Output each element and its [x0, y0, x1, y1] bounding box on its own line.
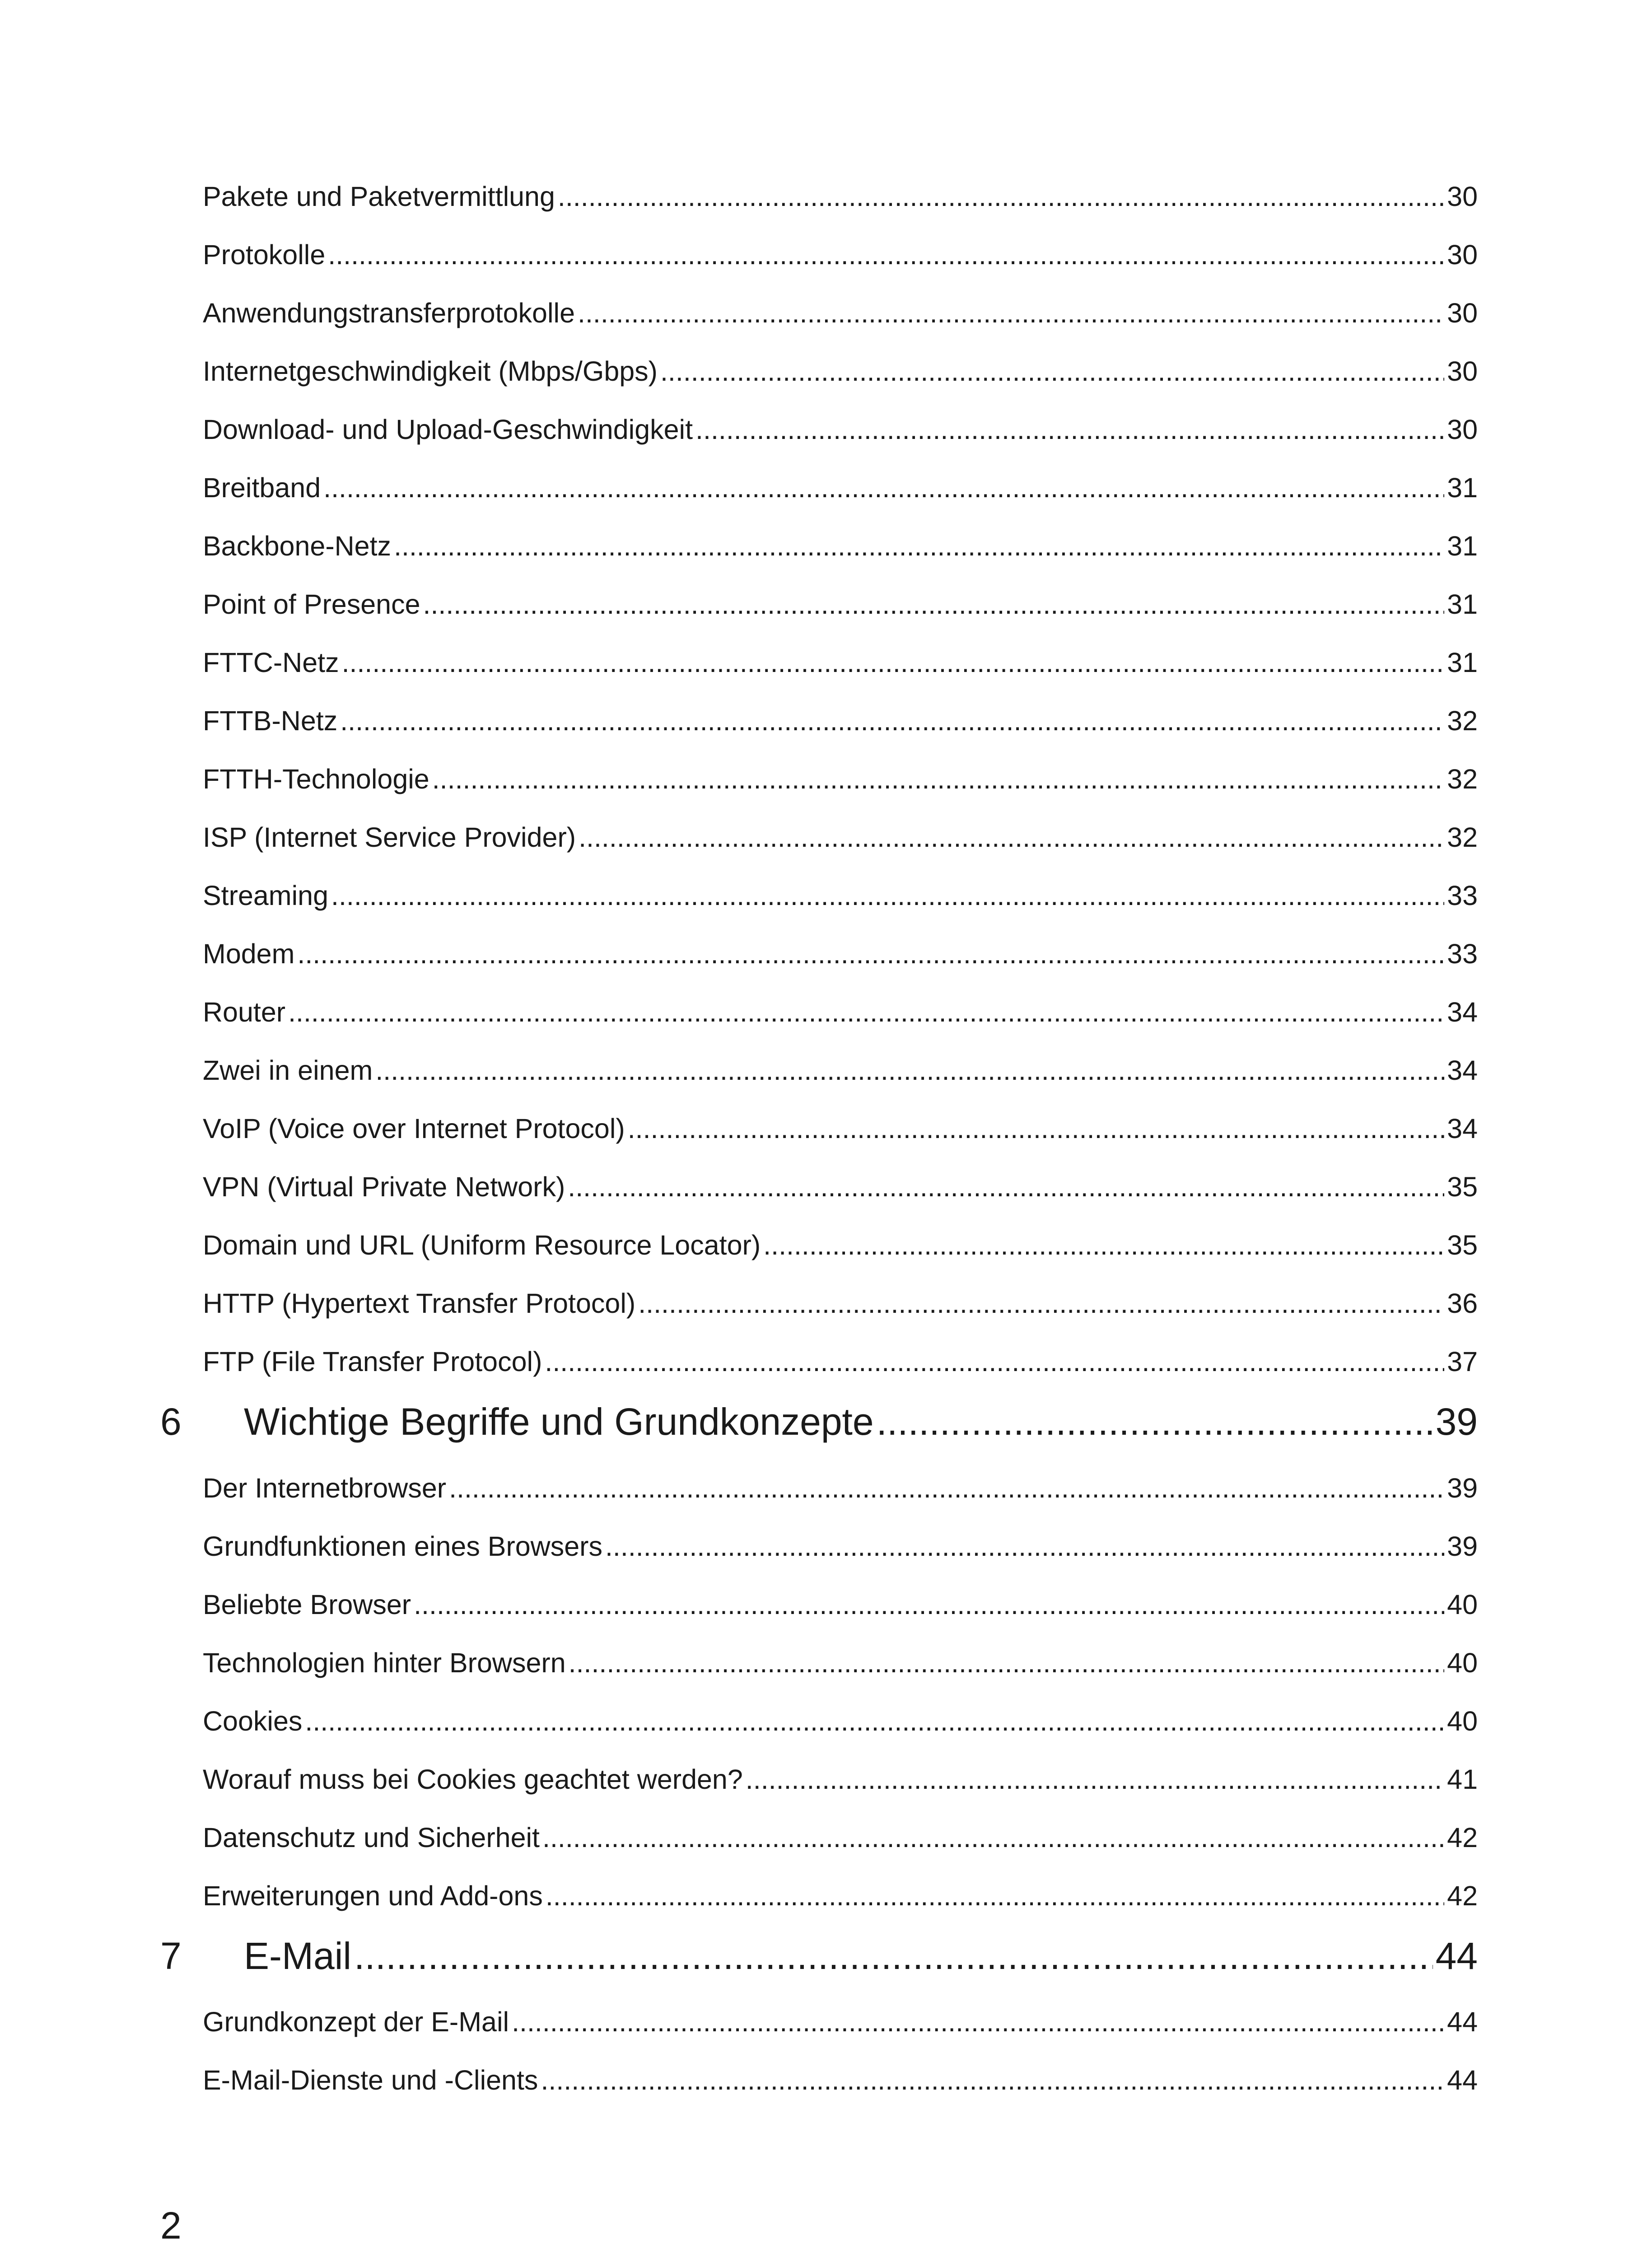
toc-entry-page: 37 — [1447, 1346, 1478, 1377]
toc-entry[interactable] — [203, 763, 1478, 799]
toc-entry[interactable] — [203, 181, 1478, 217]
toc-entry-page: 35 — [1447, 1230, 1478, 1260]
toc-dot-leader — [546, 1880, 1444, 1912]
toc-entry-page: 40 — [1447, 1706, 1478, 1736]
toc-entry[interactable] — [203, 647, 1478, 683]
toc-entry-label: HTTP (Hypertext Transfer Protocol) — [203, 1288, 636, 1319]
toc-dot-leader — [340, 705, 1444, 737]
toc-entry-page: 31 — [1447, 647, 1478, 678]
toc-entry-label: Zwei in einem — [203, 1055, 373, 1086]
toc-entry[interactable] — [203, 1530, 1478, 1567]
toc-entry-label: FTP (File Transfer Protocol) — [203, 1346, 542, 1377]
toc-entry[interactable] — [203, 297, 1478, 333]
toc-dot-leader — [763, 1229, 1444, 1261]
toc-entry-label: Router — [203, 997, 286, 1027]
toc-entry-page: 39 — [1447, 1473, 1478, 1503]
toc-dot-leader — [628, 1113, 1444, 1144]
toc-entry-label: FTTC-Netz — [203, 647, 339, 678]
toc-entry[interactable] — [203, 472, 1478, 508]
toc-dot-leader — [342, 647, 1445, 678]
toc-dot-leader — [558, 181, 1444, 212]
toc-entry-label: Der Internetbrowser — [203, 1473, 447, 1503]
toc-dot-leader — [414, 1589, 1444, 1620]
toc-dot-leader — [605, 1530, 1444, 1562]
toc-dot-leader — [297, 938, 1444, 970]
toc-entry-page: 32 — [1447, 764, 1478, 794]
toc-entry-page: 31 — [1447, 589, 1478, 620]
toc-entry-page: 31 — [1447, 531, 1478, 561]
toc-entry[interactable] — [203, 1647, 1478, 1683]
toc-entry-label: Grundkonzept der E-Mail — [203, 2006, 509, 2037]
toc-dot-leader — [432, 763, 1444, 795]
toc-dot-leader — [288, 996, 1444, 1028]
toc-dot-leader — [578, 297, 1444, 329]
toc-entry-label: Anwendungstransferprotokolle — [203, 298, 575, 328]
toc-entry-page: 41 — [1447, 1764, 1478, 1795]
toc-entry-page: 34 — [1447, 1113, 1478, 1144]
toc-entry[interactable] — [203, 1229, 1478, 1265]
toc-entry-label: Download- und Upload-Geschwindigkeit — [203, 414, 693, 445]
page-number: 2 — [160, 2204, 182, 2247]
toc-entry[interactable] — [203, 1589, 1478, 1625]
toc-entry[interactable] — [203, 1880, 1478, 1916]
toc-entry[interactable] — [203, 1054, 1478, 1091]
toc-entry-page: 33 — [1447, 880, 1478, 911]
toc-entry-label: Internetgeschwindigkeit (Mbps/Gbps) — [203, 356, 658, 387]
toc-dot-leader — [568, 1171, 1444, 1203]
toc-entry-page: 39 — [1447, 1531, 1478, 1562]
toc-entry[interactable] — [203, 880, 1478, 916]
toc-entry-page: 44 — [1447, 2006, 1478, 2037]
toc-entry-page: 30 — [1447, 298, 1478, 328]
toc-entry-page: 34 — [1447, 997, 1478, 1027]
toc-entry[interactable] — [203, 1472, 1478, 1508]
toc-entry[interactable] — [203, 1763, 1478, 1800]
toc-entry-page: 30 — [1447, 356, 1478, 387]
toc-dot-leader — [638, 1288, 1444, 1319]
toc-dot-leader — [423, 588, 1445, 620]
toc-entry-page: 32 — [1447, 705, 1478, 736]
toc-dot-leader — [328, 239, 1444, 271]
toc-chapter-label: Wichtige Begriffe und Grundkonzepte — [244, 1400, 874, 1443]
toc-dot-leader — [375, 1054, 1444, 1086]
toc-entry-label: Worauf muss bei Cookies geachtet werden? — [203, 1764, 743, 1795]
toc-entry[interactable] — [203, 996, 1478, 1032]
toc-entry[interactable] — [203, 355, 1478, 392]
toc-dot-leader — [449, 1472, 1444, 1504]
toc-entry-label: Beliebte Browser — [203, 1589, 411, 1620]
toc-chapter-page: 44 — [1435, 1935, 1478, 1977]
toc-dot-leader — [542, 1822, 1444, 1853]
toc-dot-leader — [877, 1400, 1433, 1444]
toc-chapter-entry[interactable] — [160, 1400, 1478, 1450]
toc-dot-leader — [394, 530, 1444, 562]
toc-dot-leader — [323, 472, 1444, 504]
toc-entry-label: Cookies — [203, 1706, 303, 1736]
toc-entry-label: Protokolle — [203, 239, 326, 270]
toc-entry-page: 40 — [1447, 1589, 1478, 1620]
toc-entry-label: Point of Presence — [203, 589, 420, 620]
toc-entry-page: 30 — [1447, 181, 1478, 212]
toc-entry-page: 34 — [1447, 1055, 1478, 1086]
toc-entry-page: 40 — [1447, 1647, 1478, 1678]
toc-entry[interactable] — [203, 1705, 1478, 1741]
toc-entry-page: 44 — [1447, 2065, 1478, 2095]
toc-dot-leader — [541, 2064, 1444, 2096]
toc-entry[interactable] — [203, 588, 1478, 625]
toc-entry-label: VoIP (Voice over Internet Protocol) — [203, 1113, 625, 1144]
toc-entry[interactable] — [203, 1113, 1478, 1149]
toc-entry[interactable] — [203, 1288, 1478, 1324]
toc-dot-leader — [660, 355, 1444, 387]
toc-dot-leader — [746, 1763, 1444, 1795]
toc-entry[interactable] — [203, 239, 1478, 275]
toc-dot-leader — [331, 880, 1444, 911]
toc-entry[interactable] — [203, 1822, 1478, 1858]
toc-dot-leader — [512, 2006, 1444, 2038]
toc-entry-page: 30 — [1447, 414, 1478, 445]
toc-entry-label: FTTH-Technologie — [203, 764, 429, 794]
toc-entry[interactable] — [203, 2064, 1478, 2100]
toc-chapter-number: 7 — [160, 1935, 182, 1977]
toc-chapter-number: 6 — [160, 1400, 182, 1443]
toc-entry-label: FTTB-Netz — [203, 705, 338, 736]
toc-entry-page: 36 — [1447, 1288, 1478, 1319]
toc-entry[interactable] — [203, 530, 1478, 566]
toc-entry-label: Modem — [203, 938, 295, 969]
toc-entry-page: 32 — [1447, 822, 1478, 853]
toc-entry[interactable] — [203, 1346, 1478, 1382]
toc-dot-leader — [579, 821, 1444, 853]
toc-chapter-page: 39 — [1435, 1400, 1478, 1443]
toc-entry[interactable] — [203, 1171, 1478, 1207]
toc-entry-label: Breitband — [203, 472, 321, 503]
toc-entry-label: Backbone-Netz — [203, 531, 392, 561]
toc-entry-label: Datenschutz und Sicherheit — [203, 1822, 540, 1853]
toc-entry[interactable] — [203, 705, 1478, 741]
toc-entry[interactable] — [203, 414, 1478, 450]
toc-chapter-label: E-Mail — [244, 1935, 352, 1977]
toc-entry-label: Streaming — [203, 880, 329, 911]
toc-dot-leader — [695, 414, 1444, 445]
toc-entry-page: 42 — [1447, 1880, 1478, 1911]
toc-entry[interactable] — [203, 821, 1478, 858]
toc-dot-leader — [354, 1934, 1433, 1978]
toc-dot-leader — [545, 1346, 1444, 1377]
toc-entry-label: Erweiterungen und Add-ons — [203, 1880, 543, 1911]
toc-entry-page: 33 — [1447, 938, 1478, 969]
toc-entry-label: VPN (Virtual Private Network) — [203, 1171, 565, 1202]
toc-entry-page: 31 — [1447, 472, 1478, 503]
toc-dot-leader — [569, 1647, 1445, 1679]
toc-entry-label: Technologien hinter Browsern — [203, 1647, 566, 1678]
toc-entry-label: Grundfunktionen eines Browsers — [203, 1531, 602, 1562]
toc-entry-page: 30 — [1447, 239, 1478, 270]
toc-entry[interactable] — [203, 938, 1478, 974]
toc-entry-label: ISP (Internet Service Provider) — [203, 822, 576, 853]
toc-dot-leader — [305, 1705, 1444, 1737]
toc-entry-page: 42 — [1447, 1822, 1478, 1853]
toc-entry-label: Domain und URL (Uniform Resource Locator) — [203, 1230, 761, 1260]
toc-chapter-entry[interactable] — [160, 1934, 1478, 1984]
toc-entry-label: Pakete und Paketvermittlung — [203, 181, 555, 212]
toc-entry[interactable] — [203, 2006, 1478, 2042]
toc-entry-label: E-Mail-Dienste und -Clients — [203, 2065, 538, 2095]
toc-entry-page: 35 — [1447, 1171, 1478, 1202]
